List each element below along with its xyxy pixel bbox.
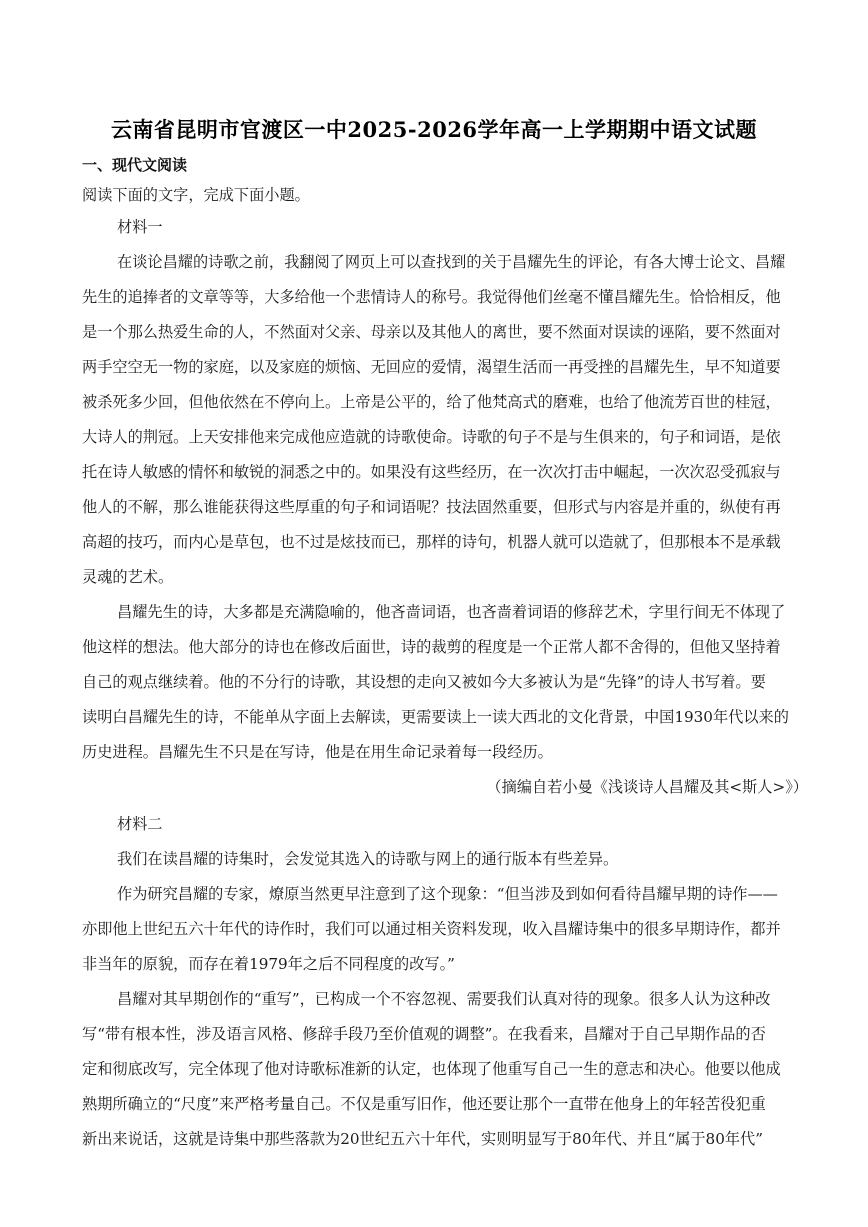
material-1-p1-line: 托在诗人敏感的情怀和敏锐的洞悉之中的。如果没有这些经历，在一次次打击中崛起，一次次忍受孤寂与 <box>82 463 781 481</box>
material-1-p1-line: 在谈论昌耀的诗歌之前，我翻阅了网页上可以查找到的关于昌耀先生的评论，有各大博士论文、昌耀 <box>117 253 786 271</box>
material-1-p2-line: 历史进程。昌耀先生不只是在写诗，他是在用生命记录着每一段经历。 <box>82 743 553 761</box>
material-1-p1-line: 先生的追捧者的文章等等，大多给他一个悲情诗人的称号。我觉得他们丝毫不懂昌耀先生。恰恰相反，他 <box>82 288 781 306</box>
page-title: 云南省昆明市官渡区一中2025-2026学年高一上学期期中语文试题 <box>110 117 758 142</box>
material-1-p1-line: 他人的不解，那么谁能获得这些厚重的句子和词语呢？技法固然重要，但形式与内容是并重的，纵使有再 <box>82 498 781 516</box>
material-2-label: 材料二 <box>117 815 163 833</box>
material-2-p3-line: 写“带有根本性，涉及语言风格、修辞手段乃至价值观的调整”。在我看来，昌耀对于自己早期作品的否 <box>82 1025 766 1043</box>
material-1-p1-line: 两手空空无一物的家庭，以及家庭的烦恼、无回应的爱情，渴望生活而一再受挫的昌耀先生，早不知道要 <box>82 358 781 376</box>
material-1-label: 材料一 <box>117 218 163 236</box>
material-1-p2-line: 读明白昌耀先生的诗，不能单从字面上去解读，更需要读上一读大西北的文化背景，中国1930年代以来的 <box>82 708 789 726</box>
material-2-p1: 我们在读昌耀的诗集时，会发觉其选入的诗歌与网上的通行版本有些差异。 <box>117 850 619 868</box>
material-1-p2-line: 他这样的想法。他大部分的诗也在修改后面世，诗的裁剪的程度是一个正常人都不舍得的，但他又坚持着 <box>82 638 781 656</box>
material-2-p2-line: 作为研究昌耀的专家，燎原当然更早注意到了这个现象：“但当涉及到如何看待昌耀早期的诗作—— <box>117 885 778 903</box>
material-2-p2-line: 亦即他上世纪五六十年代的诗作时，我们可以通过相关资料发现，收入昌耀诗集中的很多早期诗作，都并 <box>82 920 781 938</box>
material-1-p1-line: 被杀死多少回，但他依然在不停向上。上帝是公平的，给了他梵高式的磨难，也给了他流芳百世的桂冠， <box>82 393 781 411</box>
material-1-p1-line: 大诗人的荆冠。上天安排他来完成他应造就的诗歌使命。诗歌的句子不是与生俱来的，句子和词语，是依 <box>82 428 781 446</box>
material-1-p2-line: 自己的观点继续着。他的不分行的诗歌，其设想的走向又被如今大多被认为是“先锋”的诗人书写着。要 <box>82 673 766 691</box>
material-2-p2-line: 非当年的原貌，而存在着1979年之后不同程度的改写。” <box>82 955 455 973</box>
material-1-p1-line: 是一个那么热爱生命的人，不然面对父亲、母亲以及其他人的离世，要不然面对误读的诬陷，要不然面对 <box>82 323 781 341</box>
material-2-p3-line: 定和彻底改写，完全体现了他对诗歌标准新的认定，也体现了他重写自己一生的意志和决心。他要以他成 <box>82 1060 781 1078</box>
instruction-text: 阅读下面的文字，完成下面小题。 <box>82 186 310 204</box>
material-1-p1-line: 高超的技巧，而内心是草包，也不过是炫技而已，那样的诗句，机器人就可以造就了，但那根本不是承载 <box>82 533 781 551</box>
material-1-source: （摘编自若小曼《浅谈诗人昌耀及其<斯人>》） <box>486 778 808 796</box>
section-heading: 一、现代文阅读 <box>82 156 188 174</box>
material-1-p2-line: 昌耀先生的诗，大多都是充满隐喻的，他吝啬词语，也吝啬着词语的修辞艺术，字里行间无不体现了 <box>117 603 786 621</box>
material-2-p3-line: 昌耀对其早期创作的“重写”，已构成一个不容忽视、需要我们认真对待的现象。很多人认为这种改 <box>117 990 771 1008</box>
material-2-p3-line: 新出来说话，这就是诗集中那些落款为20世纪五六十年代，实则明显写于80年代、并且“属于80年代” <box>82 1130 764 1148</box>
material-1-p1-line: 灵魂的艺术。 <box>82 568 174 586</box>
material-2-p3-line: 熟期所确立的“尺度”来严格考量自己。不仅是重写旧作，他还要让那个一直带在他身上的年轻苦役犯重 <box>82 1095 766 1113</box>
